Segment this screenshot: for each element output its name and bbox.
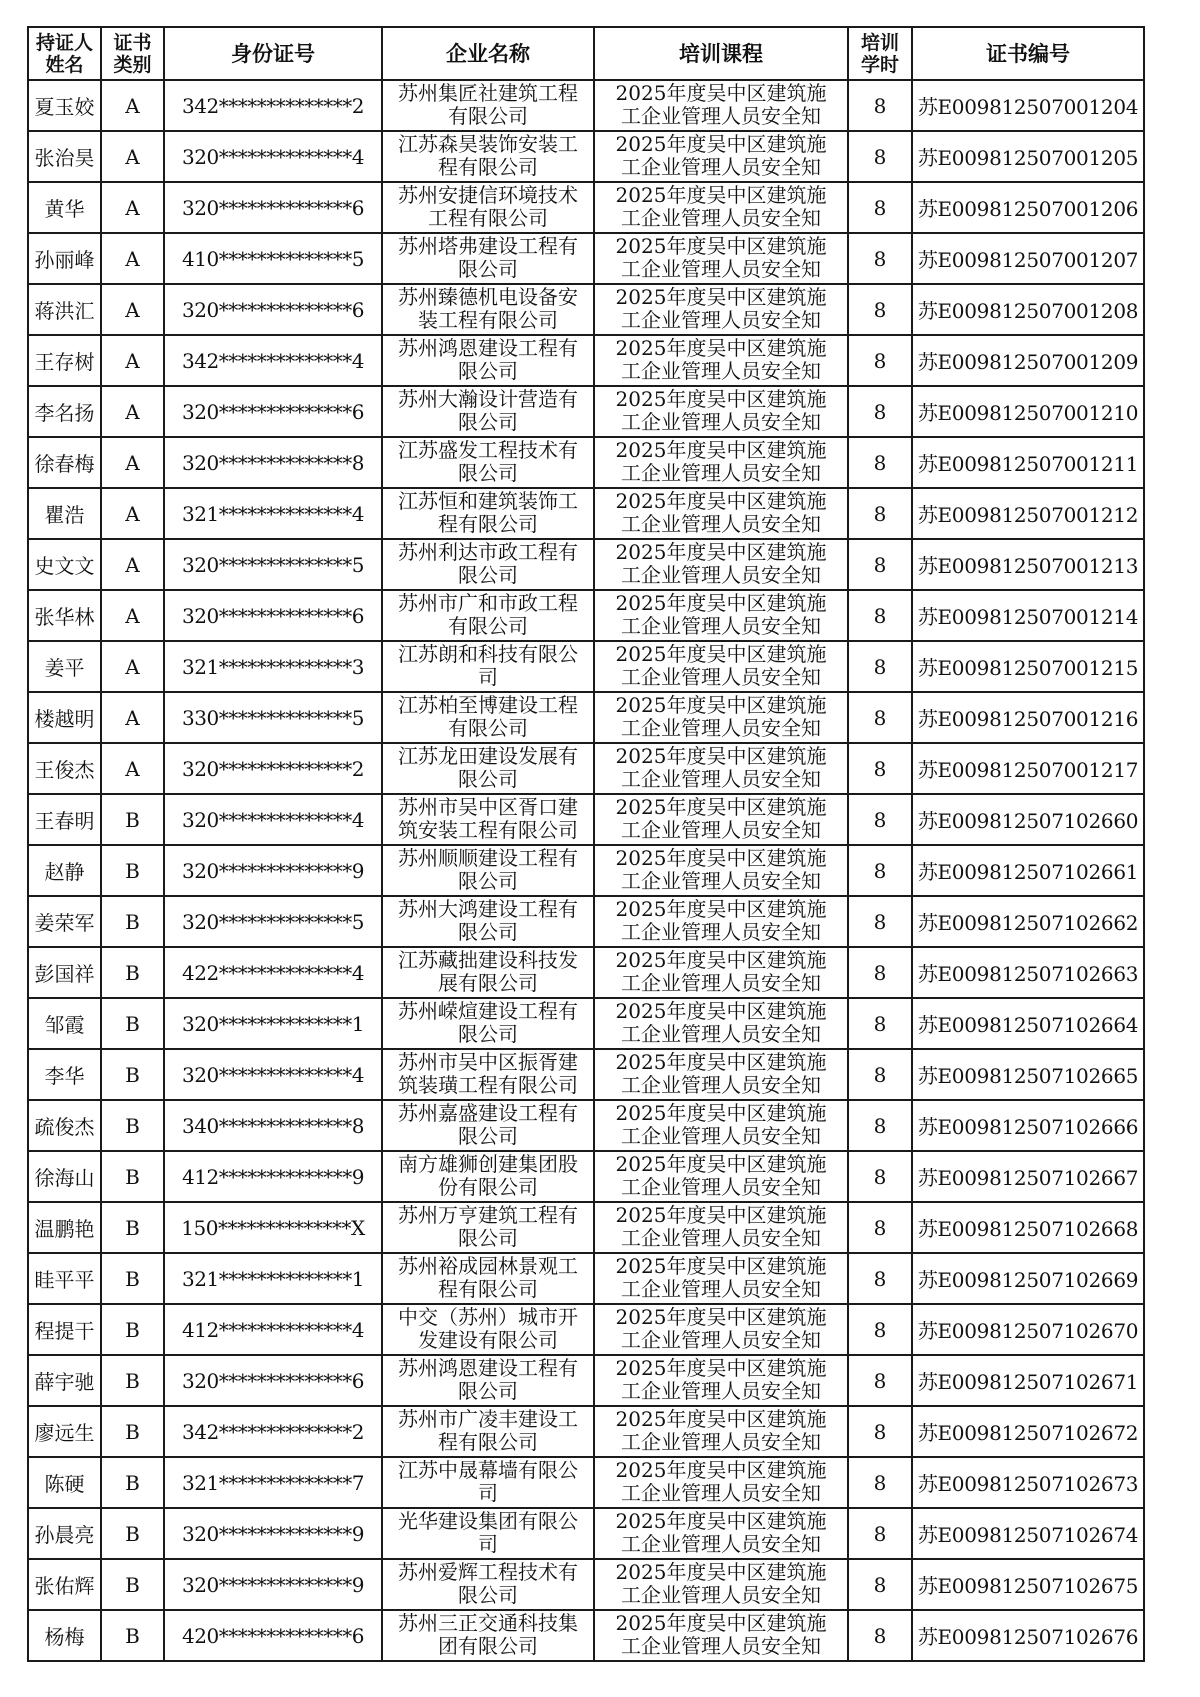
cert-number: 苏E009812507102661 bbox=[912, 845, 1144, 896]
holder-name: 瞿浩 bbox=[28, 488, 101, 539]
header-row bbox=[28, 27, 1144, 80]
holder-name: 程提干 bbox=[28, 1304, 101, 1355]
company-name: 苏州集匠社建筑工程 有限公司 bbox=[382, 80, 594, 131]
table-row bbox=[28, 1610, 1144, 1661]
holder-name: 姜平 bbox=[28, 641, 101, 692]
table-row bbox=[28, 692, 1144, 743]
cert-number: 苏E009812507102668 bbox=[912, 1202, 1144, 1253]
header-hours: 培训 学时 bbox=[848, 27, 912, 80]
company-name: 江苏龙田建设发展有 限公司 bbox=[382, 743, 594, 794]
training-hours: 8 bbox=[848, 182, 912, 233]
cert-number: 苏E009812507102660 bbox=[912, 794, 1144, 845]
table-header bbox=[28, 27, 1144, 80]
cert-category: B bbox=[101, 1049, 164, 1100]
id-number: 320**************6 bbox=[164, 1355, 382, 1406]
company-name: 苏州嘉盛建设工程有 限公司 bbox=[382, 1100, 594, 1151]
cert-category: A bbox=[101, 743, 164, 794]
training-hours: 8 bbox=[848, 1559, 912, 1610]
table-row bbox=[28, 284, 1144, 335]
holder-name: 杨梅 bbox=[28, 1610, 101, 1661]
holder-name: 黄华 bbox=[28, 182, 101, 233]
id-number: 321**************1 bbox=[164, 1253, 382, 1304]
table-row bbox=[28, 1049, 1144, 1100]
training-hours: 8 bbox=[848, 131, 912, 182]
training-hours: 8 bbox=[848, 80, 912, 131]
company-name: 江苏藏拙建设科技发 展有限公司 bbox=[382, 947, 594, 998]
id-number: 342**************4 bbox=[164, 335, 382, 386]
cert-number: 苏E009812507001207 bbox=[912, 233, 1144, 284]
company-name: 江苏恒和建筑装饰工 程有限公司 bbox=[382, 488, 594, 539]
company-name: 苏州利达市政工程有 限公司 bbox=[382, 539, 594, 590]
cert-category: A bbox=[101, 233, 164, 284]
company-name: 苏州市吴中区振胥建 筑装璜工程有限公司 bbox=[382, 1049, 594, 1100]
id-number: 320**************6 bbox=[164, 182, 382, 233]
id-number: 320**************5 bbox=[164, 896, 382, 947]
cert-number: 苏E009812507001210 bbox=[912, 386, 1144, 437]
cert-category: B bbox=[101, 1151, 164, 1202]
training-hours: 8 bbox=[848, 488, 912, 539]
training-course: 2025年度吴中区建筑施 工企业管理人员安全知 bbox=[594, 1049, 848, 1100]
holder-name: 夏玉姣 bbox=[28, 80, 101, 131]
cert-category: A bbox=[101, 488, 164, 539]
training-course: 2025年度吴中区建筑施 工企业管理人员安全知 bbox=[594, 233, 848, 284]
training-course: 2025年度吴中区建筑施 工企业管理人员安全知 bbox=[594, 1202, 848, 1253]
header-company: 企业名称 bbox=[382, 27, 594, 80]
header-id-number: 身份证号 bbox=[164, 27, 382, 80]
training-hours: 8 bbox=[848, 539, 912, 590]
table-row bbox=[28, 80, 1144, 131]
holder-name: 徐海山 bbox=[28, 1151, 101, 1202]
training-hours: 8 bbox=[848, 896, 912, 947]
certificate-table bbox=[27, 26, 1145, 1662]
id-number: 410**************5 bbox=[164, 233, 382, 284]
training-hours: 8 bbox=[848, 692, 912, 743]
cert-category: B bbox=[101, 998, 164, 1049]
company-name: 苏州安捷信环境技术 工程有限公司 bbox=[382, 182, 594, 233]
cert-category: B bbox=[101, 1304, 164, 1355]
id-number: 320**************6 bbox=[164, 284, 382, 335]
cert-number: 苏E009812507102664 bbox=[912, 998, 1144, 1049]
training-hours: 8 bbox=[848, 386, 912, 437]
cert-number: 苏E009812507102672 bbox=[912, 1406, 1144, 1457]
id-number: 321**************3 bbox=[164, 641, 382, 692]
header-holder-name: 持证人 姓名 bbox=[28, 27, 101, 80]
company-name: 江苏盛发工程技术有 限公司 bbox=[382, 437, 594, 488]
company-name: 苏州顺顺建设工程有 限公司 bbox=[382, 845, 594, 896]
company-name: 苏州大鸿建设工程有 限公司 bbox=[382, 896, 594, 947]
training-hours: 8 bbox=[848, 590, 912, 641]
training-course: 2025年度吴中区建筑施 工企业管理人员安全知 bbox=[594, 590, 848, 641]
holder-name: 王存树 bbox=[28, 335, 101, 386]
id-number: 320**************6 bbox=[164, 590, 382, 641]
cert-category: A bbox=[101, 386, 164, 437]
cert-category: A bbox=[101, 80, 164, 131]
training-hours: 8 bbox=[848, 1406, 912, 1457]
training-course: 2025年度吴中区建筑施 工企业管理人员安全知 bbox=[594, 182, 848, 233]
id-number: 320**************1 bbox=[164, 998, 382, 1049]
training-hours: 8 bbox=[848, 947, 912, 998]
cert-category: B bbox=[101, 1406, 164, 1457]
company-name: 苏州鸿恩建设工程有 限公司 bbox=[382, 335, 594, 386]
cert-number: 苏E009812507001206 bbox=[912, 182, 1144, 233]
training-course: 2025年度吴中区建筑施 工企业管理人员安全知 bbox=[594, 743, 848, 794]
cert-number: 苏E009812507001205 bbox=[912, 131, 1144, 182]
id-number: 320**************5 bbox=[164, 539, 382, 590]
cert-category: A bbox=[101, 131, 164, 182]
id-number: 320**************4 bbox=[164, 131, 382, 182]
cert-category: B bbox=[101, 1457, 164, 1508]
training-course: 2025年度吴中区建筑施 工企业管理人员安全知 bbox=[594, 1253, 848, 1304]
id-number: 340**************8 bbox=[164, 1100, 382, 1151]
training-hours: 8 bbox=[848, 794, 912, 845]
holder-name: 李名扬 bbox=[28, 386, 101, 437]
cert-number: 苏E009812507102662 bbox=[912, 896, 1144, 947]
company-name: 苏州大瀚设计营造有 限公司 bbox=[382, 386, 594, 437]
cert-category: B bbox=[101, 1559, 164, 1610]
table-row bbox=[28, 641, 1144, 692]
company-name: 苏州市吴中区胥口建 筑安装工程有限公司 bbox=[382, 794, 594, 845]
header-cert-category: 证书 类别 bbox=[101, 27, 164, 80]
holder-name: 史文文 bbox=[28, 539, 101, 590]
table-row bbox=[28, 233, 1144, 284]
training-course: 2025年度吴中区建筑施 工企业管理人员安全知 bbox=[594, 1151, 848, 1202]
cert-category: B bbox=[101, 947, 164, 998]
table-row bbox=[28, 794, 1144, 845]
table-row bbox=[28, 539, 1144, 590]
company-name: 江苏柏至博建设工程 有限公司 bbox=[382, 692, 594, 743]
cert-category: B bbox=[101, 1202, 164, 1253]
holder-name: 陈硬 bbox=[28, 1457, 101, 1508]
company-name: 南方雄狮创建集团股 份有限公司 bbox=[382, 1151, 594, 1202]
training-course: 2025年度吴中区建筑施 工企业管理人员安全知 bbox=[594, 437, 848, 488]
holder-name: 彭国祥 bbox=[28, 947, 101, 998]
cert-number: 苏E009812507001212 bbox=[912, 488, 1144, 539]
table-row bbox=[28, 1304, 1144, 1355]
company-name: 苏州臻德机电设备安 装工程有限公司 bbox=[382, 284, 594, 335]
training-course: 2025年度吴中区建筑施 工企业管理人员安全知 bbox=[594, 1406, 848, 1457]
table-row bbox=[28, 335, 1144, 386]
cert-number: 苏E009812507001209 bbox=[912, 335, 1144, 386]
table-row bbox=[28, 1559, 1144, 1610]
id-number: 320**************2 bbox=[164, 743, 382, 794]
id-number: 412**************9 bbox=[164, 1151, 382, 1202]
holder-name: 孙丽峰 bbox=[28, 233, 101, 284]
id-number: 330**************5 bbox=[164, 692, 382, 743]
cert-number: 苏E009812507102674 bbox=[912, 1508, 1144, 1559]
holder-name: 温鹏艳 bbox=[28, 1202, 101, 1253]
table-row bbox=[28, 1151, 1144, 1202]
cert-category: B bbox=[101, 1610, 164, 1661]
training-hours: 8 bbox=[848, 1610, 912, 1661]
cert-category: B bbox=[101, 1253, 164, 1304]
table-row bbox=[28, 437, 1144, 488]
cert-number: 苏E009812507102666 bbox=[912, 1100, 1144, 1151]
cert-category: B bbox=[101, 1355, 164, 1406]
cert-category: B bbox=[101, 1100, 164, 1151]
cert-category: B bbox=[101, 794, 164, 845]
company-name: 江苏朗和科技有限公 司 bbox=[382, 641, 594, 692]
training-hours: 8 bbox=[848, 845, 912, 896]
cert-category: A bbox=[101, 641, 164, 692]
company-name: 苏州三正交通科技集 团有限公司 bbox=[382, 1610, 594, 1661]
training-hours: 8 bbox=[848, 284, 912, 335]
company-name: 光华建设集团有限公 司 bbox=[382, 1508, 594, 1559]
table-row bbox=[28, 1406, 1144, 1457]
holder-name: 邹霞 bbox=[28, 998, 101, 1049]
training-hours: 8 bbox=[848, 1049, 912, 1100]
holder-name: 赵静 bbox=[28, 845, 101, 896]
training-course: 2025年度吴中区建筑施 工企业管理人员安全知 bbox=[594, 1304, 848, 1355]
holder-name: 薛宇驰 bbox=[28, 1355, 101, 1406]
holder-name: 疏俊杰 bbox=[28, 1100, 101, 1151]
id-number: 320**************6 bbox=[164, 386, 382, 437]
id-number: 320**************4 bbox=[164, 794, 382, 845]
training-course: 2025年度吴中区建筑施 工企业管理人员安全知 bbox=[594, 1559, 848, 1610]
id-number: 342**************2 bbox=[164, 80, 382, 131]
table-row bbox=[28, 386, 1144, 437]
training-course: 2025年度吴中区建筑施 工企业管理人员安全知 bbox=[594, 947, 848, 998]
cert-number: 苏E009812507102671 bbox=[912, 1355, 1144, 1406]
cert-number: 苏E009812507102667 bbox=[912, 1151, 1144, 1202]
training-course: 2025年度吴中区建筑施 工企业管理人员安全知 bbox=[594, 692, 848, 743]
holder-name: 楼越明 bbox=[28, 692, 101, 743]
training-hours: 8 bbox=[848, 1457, 912, 1508]
training-hours: 8 bbox=[848, 1508, 912, 1559]
id-number: 412**************4 bbox=[164, 1304, 382, 1355]
cert-number: 苏E009812507001211 bbox=[912, 437, 1144, 488]
company-name: 苏州爱辉工程技术有 限公司 bbox=[382, 1559, 594, 1610]
holder-name: 张华林 bbox=[28, 590, 101, 641]
header-cert-number: 证书编号 bbox=[912, 27, 1144, 80]
company-name: 苏州市广和市政工程 有限公司 bbox=[382, 590, 594, 641]
id-number: 320**************8 bbox=[164, 437, 382, 488]
id-number: 320**************9 bbox=[164, 1559, 382, 1610]
training-course: 2025年度吴中区建筑施 工企业管理人员安全知 bbox=[594, 794, 848, 845]
holder-name: 王俊杰 bbox=[28, 743, 101, 794]
training-hours: 8 bbox=[848, 1355, 912, 1406]
training-course: 2025年度吴中区建筑施 工企业管理人员安全知 bbox=[594, 284, 848, 335]
holder-name: 蒋洪汇 bbox=[28, 284, 101, 335]
cert-number: 苏E009812507001216 bbox=[912, 692, 1144, 743]
table-row bbox=[28, 1457, 1144, 1508]
training-hours: 8 bbox=[848, 1100, 912, 1151]
holder-name: 李华 bbox=[28, 1049, 101, 1100]
training-hours: 8 bbox=[848, 998, 912, 1049]
table-row bbox=[28, 896, 1144, 947]
id-number: 320**************9 bbox=[164, 845, 382, 896]
training-course: 2025年度吴中区建筑施 工企业管理人员安全知 bbox=[594, 998, 848, 1049]
company-name: 苏州塔弗建设工程有 限公司 bbox=[382, 233, 594, 284]
cert-category: A bbox=[101, 335, 164, 386]
training-course: 2025年度吴中区建筑施 工企业管理人员安全知 bbox=[594, 335, 848, 386]
training-course: 2025年度吴中区建筑施 工企业管理人员安全知 bbox=[594, 1610, 848, 1661]
training-course: 2025年度吴中区建筑施 工企业管理人员安全知 bbox=[594, 386, 848, 437]
table-row bbox=[28, 1253, 1144, 1304]
id-number: 342**************2 bbox=[164, 1406, 382, 1457]
cert-number: 苏E009812507102669 bbox=[912, 1253, 1144, 1304]
cert-category: A bbox=[101, 539, 164, 590]
training-course: 2025年度吴中区建筑施 工企业管理人员安全知 bbox=[594, 1355, 848, 1406]
holder-name: 廖远生 bbox=[28, 1406, 101, 1457]
cert-category: B bbox=[101, 845, 164, 896]
training-course: 2025年度吴中区建筑施 工企业管理人员安全知 bbox=[594, 131, 848, 182]
holder-name: 王春明 bbox=[28, 794, 101, 845]
table-row bbox=[28, 845, 1144, 896]
holder-name: 眭平平 bbox=[28, 1253, 101, 1304]
cert-category: A bbox=[101, 590, 164, 641]
table-row bbox=[28, 743, 1144, 794]
id-number: 150**************X bbox=[164, 1202, 382, 1253]
table-row bbox=[28, 1202, 1144, 1253]
training-course: 2025年度吴中区建筑施 工企业管理人员安全知 bbox=[594, 1100, 848, 1151]
table-row bbox=[28, 947, 1144, 998]
company-name: 中交（苏州）城市开 发建设有限公司 bbox=[382, 1304, 594, 1355]
training-hours: 8 bbox=[848, 335, 912, 386]
table-row bbox=[28, 182, 1144, 233]
company-name: 苏州万亨建筑工程有 限公司 bbox=[382, 1202, 594, 1253]
cert-number: 苏E009812507001213 bbox=[912, 539, 1144, 590]
cert-number: 苏E009812507001215 bbox=[912, 641, 1144, 692]
training-hours: 8 bbox=[848, 743, 912, 794]
training-course: 2025年度吴中区建筑施 工企业管理人员安全知 bbox=[594, 488, 848, 539]
table-row bbox=[28, 590, 1144, 641]
training-course: 2025年度吴中区建筑施 工企业管理人员安全知 bbox=[594, 80, 848, 131]
cert-number: 苏E009812507102665 bbox=[912, 1049, 1144, 1100]
cert-number: 苏E009812507102675 bbox=[912, 1559, 1144, 1610]
cert-number: 苏E009812507102670 bbox=[912, 1304, 1144, 1355]
training-hours: 8 bbox=[848, 1151, 912, 1202]
company-name: 苏州市广凌丰建设工 程有限公司 bbox=[382, 1406, 594, 1457]
cert-number: 苏E009812507001204 bbox=[912, 80, 1144, 131]
holder-name: 姜荣军 bbox=[28, 896, 101, 947]
training-course: 2025年度吴中区建筑施 工企业管理人员安全知 bbox=[594, 845, 848, 896]
table-row bbox=[28, 1355, 1144, 1406]
company-name: 苏州裕成园林景观工 程有限公司 bbox=[382, 1253, 594, 1304]
cert-category: B bbox=[101, 1508, 164, 1559]
training-hours: 8 bbox=[848, 1304, 912, 1355]
id-number: 422**************4 bbox=[164, 947, 382, 998]
holder-name: 张佑辉 bbox=[28, 1559, 101, 1610]
holder-name: 张治昊 bbox=[28, 131, 101, 182]
header-course: 培训课程 bbox=[594, 27, 848, 80]
id-number: 420**************6 bbox=[164, 1610, 382, 1661]
table-row bbox=[28, 998, 1144, 1049]
cert-number: 苏E009812507001217 bbox=[912, 743, 1144, 794]
company-name: 江苏中晟幕墙有限公 司 bbox=[382, 1457, 594, 1508]
holder-name: 徐春梅 bbox=[28, 437, 101, 488]
table-row bbox=[28, 1100, 1144, 1151]
training-course: 2025年度吴中区建筑施 工企业管理人员安全知 bbox=[594, 539, 848, 590]
cert-category: A bbox=[101, 437, 164, 488]
training-hours: 8 bbox=[848, 437, 912, 488]
cert-number: 苏E009812507001208 bbox=[912, 284, 1144, 335]
id-number: 320**************4 bbox=[164, 1049, 382, 1100]
training-course: 2025年度吴中区建筑施 工企业管理人员安全知 bbox=[594, 641, 848, 692]
id-number: 321**************4 bbox=[164, 488, 382, 539]
id-number: 321**************7 bbox=[164, 1457, 382, 1508]
company-name: 苏州鸿恩建设工程有 限公司 bbox=[382, 1355, 594, 1406]
cert-category: A bbox=[101, 284, 164, 335]
training-hours: 8 bbox=[848, 233, 912, 284]
cert-category: A bbox=[101, 692, 164, 743]
cert-number: 苏E009812507102676 bbox=[912, 1610, 1144, 1661]
table-row bbox=[28, 1508, 1144, 1559]
training-hours: 8 bbox=[848, 1202, 912, 1253]
table-body bbox=[28, 80, 1144, 1661]
training-course: 2025年度吴中区建筑施 工企业管理人员安全知 bbox=[594, 1508, 848, 1559]
cert-category: A bbox=[101, 182, 164, 233]
table-row bbox=[28, 488, 1144, 539]
table-row bbox=[28, 131, 1144, 182]
training-course: 2025年度吴中区建筑施 工企业管理人员安全知 bbox=[594, 1457, 848, 1508]
cert-category: B bbox=[101, 896, 164, 947]
training-hours: 8 bbox=[848, 641, 912, 692]
training-course: 2025年度吴中区建筑施 工企业管理人员安全知 bbox=[594, 896, 848, 947]
id-number: 320**************9 bbox=[164, 1508, 382, 1559]
cert-number: 苏E009812507102673 bbox=[912, 1457, 1144, 1508]
training-hours: 8 bbox=[848, 1253, 912, 1304]
holder-name: 孙晨亮 bbox=[28, 1508, 101, 1559]
cert-number: 苏E009812507001214 bbox=[912, 590, 1144, 641]
company-name: 江苏森昊装饰安装工 程有限公司 bbox=[382, 131, 594, 182]
company-name: 苏州嵘煊建设工程有 限公司 bbox=[382, 998, 594, 1049]
cert-number: 苏E009812507102663 bbox=[912, 947, 1144, 998]
